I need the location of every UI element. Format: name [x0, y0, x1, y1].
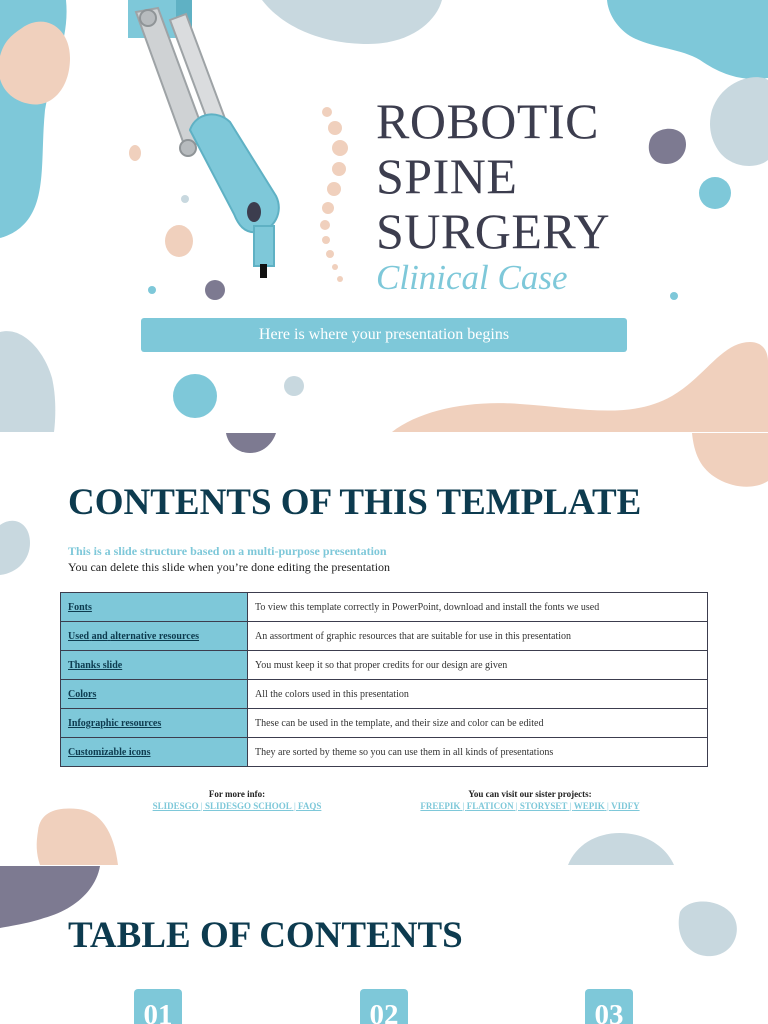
sister-projects-links: FREEPIK | FLATICON | STORYSET | WEPIK | VIDFY	[420, 801, 640, 811]
row-key-fonts[interactable]: Fonts	[61, 593, 248, 622]
link-faqs[interactable]: FAQS	[298, 801, 322, 811]
row-value: To view this template correctly in PowerPoint, download and install the fonts we used	[248, 593, 708, 622]
row-key-infographic-resources[interactable]: Infographic resources	[61, 709, 248, 738]
title-line-1: ROBOTIC	[376, 93, 599, 149]
toc-slide	[0, 866, 768, 1024]
link-vidfy[interactable]: VIDFY	[611, 801, 640, 811]
row-value: They are sorted by theme so you can use them in all kinds of presentations	[248, 738, 708, 767]
intro-banner: Here is where your presentation begins	[141, 318, 627, 352]
table-row	[61, 651, 708, 680]
contents-slide	[0, 433, 768, 865]
table-row	[61, 622, 708, 651]
section-number-1[interactable]: 01	[134, 989, 182, 1024]
link-used[interactable]: Used	[68, 630, 90, 642]
table-row	[61, 709, 708, 738]
more-info-label: For more info:	[208, 789, 266, 799]
table-row	[61, 680, 708, 709]
contents-title: CONTENTS OF THIS TEMPLATE	[68, 482, 642, 523]
robotic-arm-illustration	[0, 0, 320, 300]
link-alternative-resources[interactable]: alternative resources	[110, 630, 200, 642]
toc-title: TABLE OF CONTENTS	[68, 915, 463, 956]
row-key-thanks-slide[interactable]: Thanks slide	[61, 651, 248, 680]
intro-highlight: This is a slide structure based on a multi-purpose presentation	[68, 544, 387, 558]
row-value: All the colors used in this presentation	[248, 680, 708, 709]
link-flaticon[interactable]: FLATICON	[466, 801, 514, 811]
link-freepik[interactable]: FREEPIK	[420, 801, 461, 811]
title-slide	[0, 0, 768, 432]
table-row	[61, 593, 708, 622]
link-storyset[interactable]: STORYSET	[519, 801, 568, 811]
row-value: These can be used in the template, and their size and color can be edited	[248, 709, 708, 738]
title-line-3: SURGERY	[376, 203, 611, 259]
subtitle: Clinical Case	[376, 258, 568, 297]
link-wepik[interactable]: WEPIK	[573, 801, 605, 811]
row-key-customizable-icons[interactable]: Customizable icons	[61, 738, 248, 767]
link-and: and	[91, 630, 108, 642]
sister-projects-label: You can visit our sister projects:	[468, 789, 592, 799]
link-slidesgo-school[interactable]: SLIDESGO SCHOOL	[204, 801, 292, 811]
section-number-3[interactable]: 03	[585, 989, 633, 1024]
table-row	[61, 738, 708, 767]
section-number-2[interactable]: 02	[360, 989, 408, 1024]
more-info-links: SLIDESGO | SLIDESGO SCHOOL | FAQS	[152, 801, 322, 811]
intro-text: You can delete this slide when you’re done editing the presentation	[68, 560, 391, 574]
row-value: You must keep it so that proper credits for our design are given	[248, 651, 708, 680]
resources-table	[60, 592, 708, 767]
row-key-colors[interactable]: Colors	[61, 680, 248, 709]
link-slidesgo[interactable]: SLIDESGO	[152, 801, 199, 811]
title-line-2: SPINE	[376, 148, 518, 204]
row-key-used-alternative[interactable]	[61, 622, 248, 651]
row-value: An assortment of graphic resources that are suitable for use in this presentation	[248, 622, 708, 651]
